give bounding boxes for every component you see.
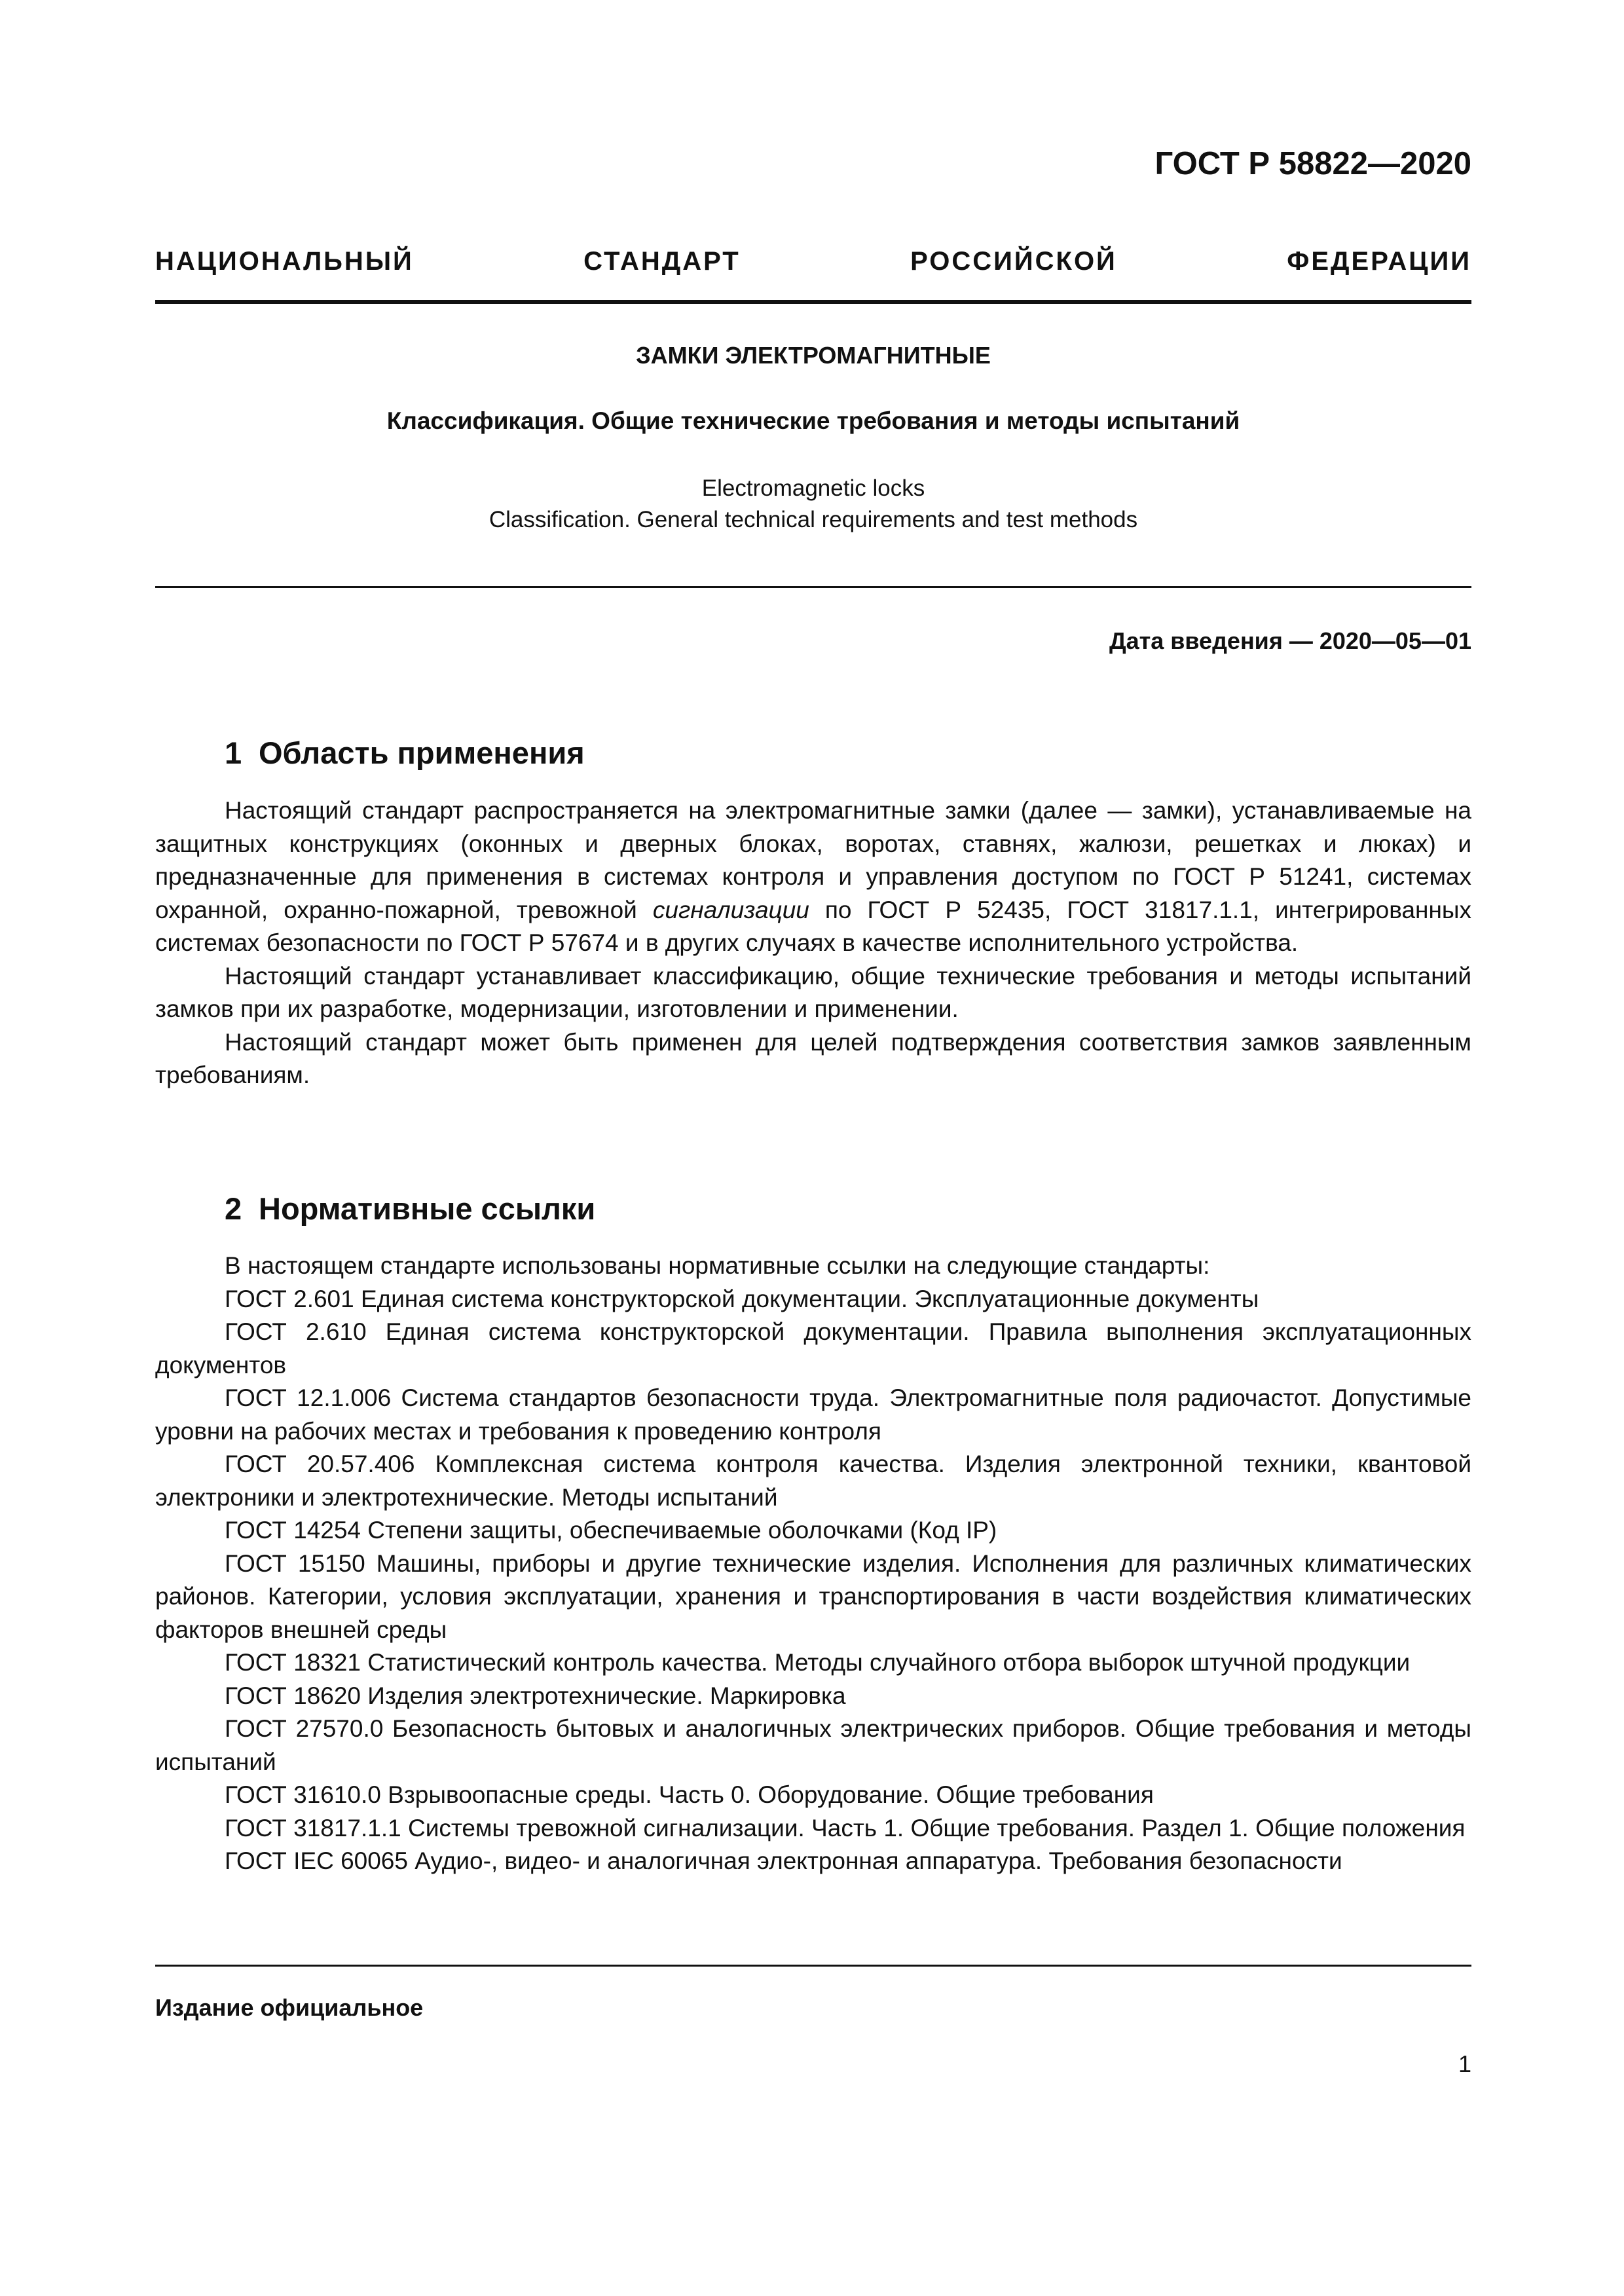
section-2-heading — [225, 1191, 595, 1227]
reference-item — [155, 1680, 1471, 1713]
introduction-date: Дата введения — 2020—05—01 — [1109, 627, 1471, 654]
reference-title: Комплексная система контроля качества. Изделия электронной техники, квантовой электроники и электротехнические. Методы испытаний — [155, 1451, 1472, 1511]
reference-code: ГОСТ 15150 — [225, 1549, 365, 1577]
document-subtitle: Классификация. Общие технические требования и методы испытаний — [386, 407, 1240, 434]
reference-item — [155, 1283, 1471, 1316]
reference-title: Степени защиты, обеспечиваемые оболочками (Код IP) — [367, 1517, 997, 1544]
title-rule — [155, 586, 1471, 588]
reference-code: ГОСТ 20.57.406 — [225, 1451, 415, 1477]
reference-code: ГОСТ 27570.0 — [225, 1715, 384, 1742]
page-number: 1 — [1458, 2050, 1471, 2077]
section-1-body — [155, 794, 1471, 1092]
reference-item — [155, 1713, 1471, 1779]
reference-item — [155, 1448, 1471, 1514]
national-standard-banner: НАЦИОНАЛЬНЫЙ СТАНДАРТ РОССИЙСКОЙ ФЕДЕРАЦИИ — [155, 247, 1471, 276]
english-title-line-1: Electromagnetic locks — [701, 475, 925, 501]
reference-item — [155, 1382, 1471, 1448]
section-1-title: Область применения — [259, 735, 585, 770]
reference-title: Взрывоопасные среды. Часть 0. Оборудование. Общие требования — [388, 1781, 1154, 1808]
reference-item — [155, 1646, 1471, 1680]
section-1-paragraph-3: Настоящий стандарт может быть применен для целей подтверждения соответствия замков заявленным требованиям. — [155, 1028, 1471, 1088]
reference-code: ГОСТ 14254 — [225, 1517, 361, 1544]
document-title: ЗАМКИ ЭЛЕКТРОМАГНИТНЫЕ — [636, 342, 991, 369]
reference-title: Изделия электротехнические. Маркировка — [367, 1682, 846, 1709]
reference-item — [155, 1316, 1471, 1382]
reference-title: Система стандартов безопасности труда. Электромагнитные поля радиочастот. Допустимые уровни на рабочих местах и требования к проведению контроля — [155, 1384, 1471, 1445]
section-2-body — [155, 1250, 1471, 1878]
header-rule — [155, 300, 1471, 304]
reference-title: Аудио-, видео- и аналогичная электронная аппаратура. Требования безопасности — [415, 1847, 1342, 1874]
reference-item — [155, 1779, 1471, 1812]
section-2-number: 2 — [225, 1191, 242, 1226]
reference-title: Единая система конструкторской документации. Правила выполнения эксплуатационных документов — [155, 1318, 1471, 1379]
reference-item — [155, 1514, 1471, 1547]
reference-title: Машины, приборы и другие технические изделия. Исполнения для различных климатических районов. Категории, условия эксплуатации, хранения и транспортирования в части воздействия климатических факторов внешней среды — [155, 1549, 1471, 1643]
reference-code: ГОСТ 12.1.006 — [225, 1384, 392, 1411]
document-code: ГОСТ Р 58822—2020 — [1154, 146, 1471, 181]
reference-item — [155, 1547, 1471, 1647]
reference-code: ГОСТ 18321 — [225, 1649, 361, 1676]
reference-title: Системы тревожной сигнализации. Часть 1. Общие требования. Раздел 1. Общие положения — [408, 1814, 1466, 1842]
reference-code: ГОСТ 31610.0 — [225, 1781, 381, 1808]
section-1-heading — [225, 735, 585, 771]
reference-code: ГОСТ 31817.1.1 — [225, 1814, 401, 1842]
reference-code: ГОСТ 2.610 — [225, 1318, 367, 1345]
reference-item — [155, 1812, 1471, 1845]
reference-title: Статистический контроль качества. Методы случайного отбора выборок штучной продукции — [367, 1649, 1411, 1676]
english-title — [155, 473, 1471, 536]
section-1-number: 1 — [225, 735, 242, 770]
reference-item — [155, 1845, 1471, 1878]
reference-title: Единая система конструкторской документации. Эксплуатационные документы — [360, 1285, 1259, 1312]
reference-code: ГОСТ IEC 60065 — [225, 1847, 408, 1874]
section-2-title: Нормативные ссылки — [259, 1191, 596, 1226]
reference-code: ГОСТ 18620 — [225, 1682, 361, 1709]
footer-rule — [155, 1965, 1471, 1967]
english-title-line-2: Classification. General technical requirements and test methods — [489, 507, 1138, 532]
reference-title: Безопасность бытовых и аналогичных электрических приборов. Общие требования и методы испытаний — [155, 1715, 1471, 1775]
official-edition-label: Издание официальное — [155, 1994, 424, 2021]
section-1-paragraph-2: Настоящий стандарт устанавливает классификацию, общие технические требования и методы испытаний замков при их разработке, модернизации, изготовлении и применении. — [155, 962, 1471, 1022]
section-1-paragraph-1: Настоящий стандарт распространяется на электромагнитные замки (далее — замки), устанавливаемые на защитных конструкциях (оконных и дверных блоках, воротах, ставнях, жалюзи, решетках и люках) и предназначенные для применения в системах контроля и управления доступом по ГОСТ Р 51241, системах охранной, охранно-пожарной, тревожной сигнализации по ГОСТ Р 52435, ГОСТ 31817.1.1, интегрированных системах безопасности по ГОСТ Р 57674 и в других случаях в качестве исполнительного устройства. — [155, 797, 1471, 956]
reference-code: ГОСТ 2.601 — [225, 1285, 354, 1312]
section-2-intro: В настоящем стандарте использованы нормативные ссылки на следующие стандарты: — [225, 1252, 1210, 1279]
